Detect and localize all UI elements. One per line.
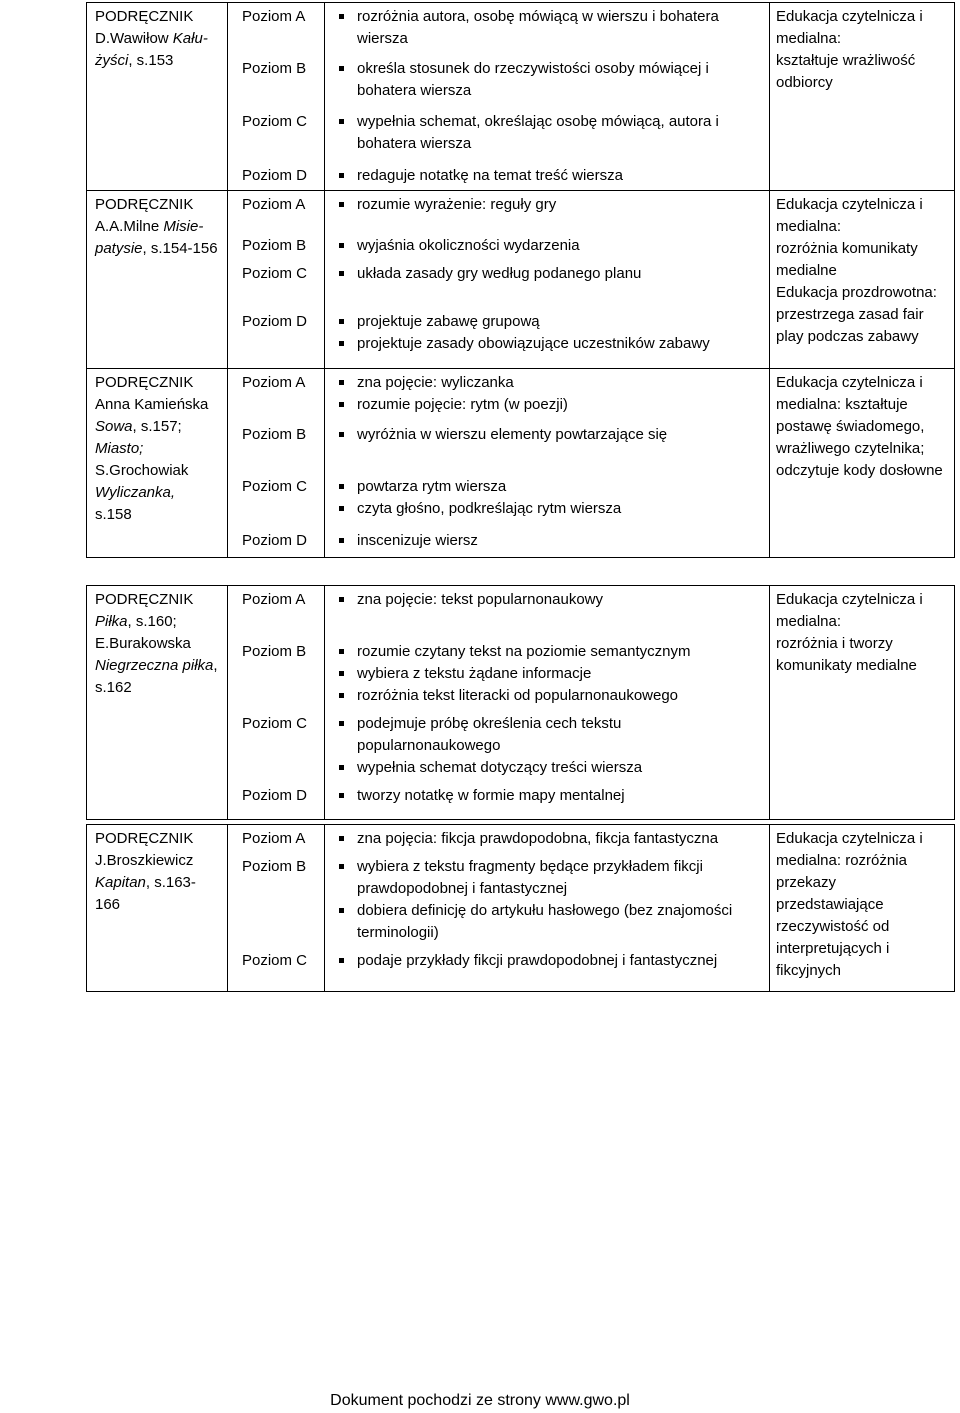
source-title: Miasto; [95,439,144,457]
education-heading: Edukacja prozdrowotna: [776,283,937,301]
requirement-item: rozumie czytany tekst na poziomie semantycznym [335,641,761,663]
curriculum-table-3 [86,824,955,992]
level-cell [228,710,325,782]
page-footer: Dokument pochodzi ze strony www.gwo.pl [330,1392,630,1409]
requirements-cell [325,162,770,191]
requirements-cell [325,308,770,368]
source-page: , s.160; [127,613,177,630]
source-title: Niegrzeczna piłka [95,657,214,674]
requirement-item: określa stosunek do rzeczywistości osoby mówiącej i bohatera wiersza [335,58,761,102]
requirements-cell [325,586,770,638]
requirement-item: układa zasady gry według podanego planu [335,263,761,285]
source-title: Sowa [95,417,133,435]
requirement-item: wypełnia schemat, określając osobę mówiącą, autora i bohatera wiersza [335,111,761,155]
source-label: PODRĘCZNIK [95,8,194,25]
source-page: , s.154-156 [142,239,218,257]
requirements-cell [325,473,770,527]
requirement-item: wypełnia schemat dotyczący treści wiersza [335,757,761,779]
source-cell [87,825,228,992]
level-label: Poziom D [242,313,308,330]
level-cell [228,421,325,473]
level-cell [228,55,325,108]
requirements-cell [325,3,770,55]
level-label: Poziom A [242,591,306,608]
requirement-item: rozumie wyrażenie: reguły gry [335,194,761,216]
education-text: przestrzega zasad fair play podczas zabawy [776,305,924,345]
requirement-item: rozróżnia tekst literacki od popularnonaukowego [335,685,761,707]
requirement-item: tworzy notatkę w formie mapy mentalnej [335,785,761,807]
level-cell [228,527,325,557]
source-label: PODRĘCZNIK [95,373,194,391]
level-label: Poziom C [242,265,308,282]
curriculum-table-1 [86,2,955,558]
level-label: Poziom D [242,532,308,549]
requirements-cell [325,368,770,421]
level-cell [228,190,325,232]
requirement-item: powtarza rytm wiersza [335,476,761,498]
level-cell [228,825,325,854]
requirement-item: wybiera z tekstu żądane informacje [335,663,761,685]
requirement-item: inscenizuje wiersz [335,530,761,552]
education-heading: Edukacja czytelnicza i medialna: [776,8,923,47]
education-cell [770,825,955,992]
level-cell [228,308,325,368]
requirements-cell [325,55,770,108]
requirement-item: zna pojęcia: fikcja prawdopodobna, fikcja fantastyczna [335,828,761,850]
education-text: rozróżnia przekazy przedstawiające rzeczywistość od interpretujących i fikcyjnych [776,852,907,979]
education-heading: Edukacja czytelnicza i medialna: [776,830,923,869]
source-cell [87,586,228,820]
level-label: Poziom D [242,166,308,184]
level-label: Poziom B [242,426,307,443]
level-label: Poziom A [242,373,306,391]
source-author: D.Wawiłow [95,30,173,47]
source-cell [87,3,228,191]
level-cell [228,162,325,191]
level-label: Poziom A [242,8,306,25]
requirement-item: rozróżnia autora, osobę mówiącą w wierszu i bohatera wiersza [335,6,761,50]
source-page: , s.163-166 [95,874,196,913]
source-title: Kapitan [95,874,146,891]
requirements-cell [325,190,770,232]
level-cell [228,3,325,55]
source-author: S.Grochowiak [95,461,189,479]
level-label: Poziom D [242,786,308,804]
level-label: Poziom B [242,858,307,875]
source-cell [87,190,228,368]
requirement-item: rozumie pojęcie: rytm (w poezji) [335,394,761,416]
education-cell [770,586,955,820]
level-cell [228,108,325,162]
level-cell [228,853,325,947]
level-label: Poziom B [242,59,307,77]
level-label: Poziom B [242,237,307,254]
requirements-cell [325,825,770,854]
requirements-cell [325,853,770,947]
requirements-cell [325,260,770,308]
level-cell [228,473,325,527]
level-label: Poziom A [242,830,306,847]
education-cell [770,368,955,557]
requirement-item: podejmuje próbę określenia cech tekstu popularnonaukowego [335,713,761,757]
level-label: Poziom A [242,195,306,213]
education-text: rozróżnia komunikaty medialne [776,239,918,279]
requirement-item: wyróżnia w wierszu elementy powtarzające się [335,424,761,446]
source-title: Kału- [172,30,208,47]
source-page: , s.157; [132,417,182,435]
source-author: E.Burakowska [95,635,191,652]
requirement-item: zna pojęcie: wyliczanka [335,372,761,394]
source-title: patysie [95,239,143,257]
level-label: Poziom C [242,478,308,495]
requirements-cell [325,947,770,991]
source-title: Wyliczanka, [95,483,176,501]
source-page: s.158 [95,505,132,523]
source-author: J.Broszkiewicz [95,852,194,869]
level-cell [228,638,325,710]
education-text: rozróżnia i tworzy komunikaty medialne [776,635,917,674]
level-cell [228,260,325,308]
education-heading: Edukacja czytelnicza i medialna: [776,373,923,413]
source-title: żyści [95,52,129,69]
level-cell [228,232,325,260]
source-page: , s.153 [128,52,174,69]
requirement-item: czyta głośno, podkreślając rytm wiersza [335,498,761,520]
education-cell [770,190,955,368]
requirements-cell [325,527,770,557]
requirements-cell [325,638,770,710]
requirement-item: projektuje zasady obowiązujące uczestników zabawy [335,333,761,355]
level-cell [228,586,325,638]
education-cell [770,3,955,191]
level-cell [228,947,325,991]
requirement-item: zna pojęcie: tekst popularnonaukowy [335,589,761,611]
source-cell [87,368,228,557]
level-label: Poziom B [242,642,307,660]
requirement-item: wyjaśnia okoliczności wydarzenia [335,235,761,257]
requirement-item: dobiera definicję do artykułu hasłowego (bez znajomości terminologii) [335,900,761,944]
education-heading: Edukacja czytelnicza i medialna: [776,195,923,235]
level-cell [228,782,325,820]
level-label: Poziom C [242,112,308,130]
source-author: Anna Kamieńska [95,395,209,413]
requirement-item: redaguje notatkę na temat treść wiersza [335,165,761,187]
source-title: Piłka [95,613,128,630]
source-label: PODRĘCZNIK [95,195,194,213]
source-page: , s.162 [95,657,218,696]
level-cell [228,368,325,421]
source-author: A.A.Milne [95,217,164,235]
level-label: Poziom C [242,714,308,732]
source-title: Misie- [163,217,204,235]
requirement-item: podaje przykłady fikcji prawdopodobnej i fantastycznej [335,950,761,972]
requirements-cell [325,232,770,260]
level-label: Poziom C [242,952,308,969]
source-label: PODRĘCZNIK [95,591,194,608]
requirement-item: projektuje zabawę grupową [335,311,761,333]
requirements-cell [325,710,770,782]
source-label: PODRĘCZNIK [95,830,194,847]
requirements-cell [325,108,770,162]
requirements-cell [325,782,770,820]
education-heading: Edukacja czytelnicza i medialna: [776,591,923,630]
education-text: kształtuje wrażliwość odbiorcy [776,52,916,91]
curriculum-table-2 [86,585,955,820]
requirements-cell [325,421,770,473]
requirement-item: wybiera z tekstu fragmenty będące przykładem fikcji prawdopodobnej i fantastycznej [335,856,761,900]
education-text: kształtuje postawę świadomego, wrażliwego czytelnika; odczytuje kody dosłowne [776,395,943,479]
